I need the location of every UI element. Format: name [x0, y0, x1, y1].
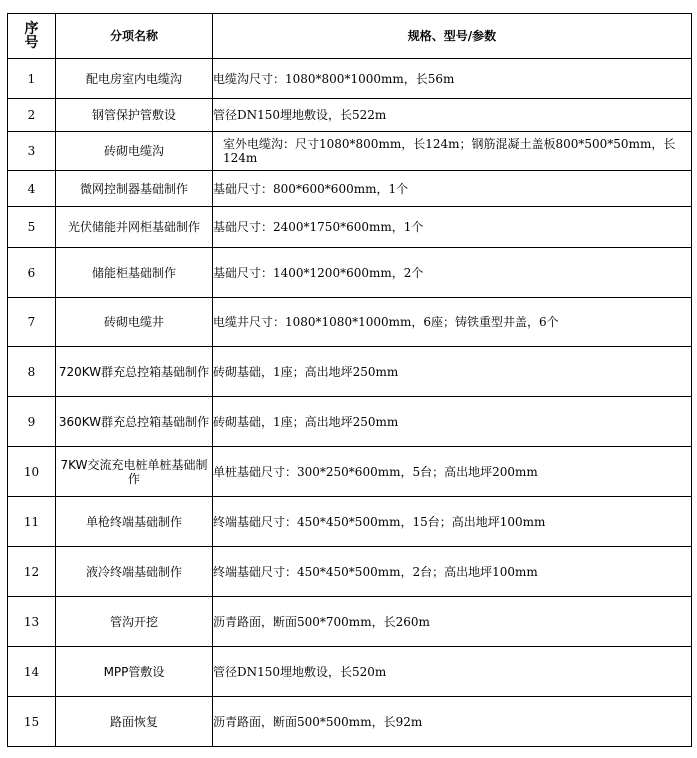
row-no: 7 — [8, 298, 56, 347]
row-name: 液冷终端基础制作 — [56, 547, 213, 597]
table-row — [8, 697, 692, 747]
table-row — [8, 248, 692, 298]
row-name: 砖砌电缆井 — [56, 298, 213, 347]
table-row — [8, 497, 692, 547]
table-row — [8, 99, 692, 132]
row-spec: 基础尺寸：800*600*600mm，1个 — [213, 171, 692, 207]
row-no: 9 — [8, 397, 56, 447]
header-spec: 规格、型号/参数 — [213, 14, 692, 59]
table-row — [8, 347, 692, 397]
row-spec: 管径DN150埋地敷设，长520m — [213, 647, 692, 697]
row-no: 15 — [8, 697, 56, 747]
row-spec: 电缆沟尺寸：1080*800*1000mm，长56m — [213, 59, 692, 99]
row-no: 10 — [8, 447, 56, 497]
row-name: 路面恢复 — [56, 697, 213, 747]
row-spec: 单桩基础尺寸：300*250*600mm，5台；高出地坪200mm — [213, 447, 692, 497]
row-spec: 终端基础尺寸：450*450*500mm，2台；高出地坪100mm — [213, 547, 692, 597]
row-name: 配电房室内电缆沟 — [56, 59, 213, 99]
table-row — [8, 171, 692, 207]
table-row — [8, 547, 692, 597]
row-no: 3 — [8, 132, 56, 171]
table-row — [8, 447, 692, 497]
row-name: 360KW群充总控箱基础制作 — [56, 397, 213, 447]
row-spec: 基础尺寸：1400*1200*600mm，2个 — [213, 248, 692, 298]
table-row — [8, 207, 692, 248]
row-name: 砖砌电缆沟 — [56, 132, 213, 171]
row-name: 储能柜基础制作 — [56, 248, 213, 298]
row-no: 11 — [8, 497, 56, 547]
row-no: 1 — [8, 59, 56, 99]
row-name: 7KW交流充电桩单桩基础制作 — [56, 447, 213, 497]
header-name: 分项名称 — [56, 14, 213, 59]
table-row — [8, 397, 692, 447]
row-spec: 室外电缆沟：尺寸1080*800mm，长124m；钢筋混凝土盖板800*500*50mm，长124m — [213, 132, 692, 171]
row-spec: 砖砌基础，1座；高出地坪250mm — [213, 347, 692, 397]
row-spec: 管径DN150埋地敷设，长522m — [213, 99, 692, 132]
row-no: 13 — [8, 597, 56, 647]
row-spec: 沥青路面，断面500*700mm，长260m — [213, 597, 692, 647]
row-name: 微网控制器基础制作 — [56, 171, 213, 207]
row-no: 8 — [8, 347, 56, 397]
row-no: 6 — [8, 248, 56, 298]
table-row — [8, 597, 692, 647]
table-row — [8, 59, 692, 99]
spec-table — [7, 13, 692, 747]
row-name: 钢管保护管敷设 — [56, 99, 213, 132]
row-no: 2 — [8, 99, 56, 132]
table-row — [8, 132, 692, 171]
row-spec: 电缆井尺寸：1080*1080*1000mm，6座；铸铁重型井盖，6个 — [213, 298, 692, 347]
row-no: 12 — [8, 547, 56, 597]
row-spec: 沥青路面，断面500*500mm，长92m — [213, 697, 692, 747]
table-row — [8, 647, 692, 697]
table-row — [8, 298, 692, 347]
row-no: 4 — [8, 171, 56, 207]
row-name: 720KW群充总控箱基础制作 — [56, 347, 213, 397]
row-spec: 终端基础尺寸：450*450*500mm，15台；高出地坪100mm — [213, 497, 692, 547]
row-name: 单枪终端基础制作 — [56, 497, 213, 547]
row-name: MPP管敷设 — [56, 647, 213, 697]
row-spec: 基础尺寸：2400*1750*600mm，1个 — [213, 207, 692, 248]
header-no: 序号 — [8, 14, 56, 59]
row-name: 光伏储能并网柜基础制作 — [56, 207, 213, 248]
row-no: 14 — [8, 647, 56, 697]
header-row — [8, 14, 692, 59]
row-name: 管沟开挖 — [56, 597, 213, 647]
row-spec: 砖砌基础，1座；高出地坪250mm — [213, 397, 692, 447]
row-no: 5 — [8, 207, 56, 248]
